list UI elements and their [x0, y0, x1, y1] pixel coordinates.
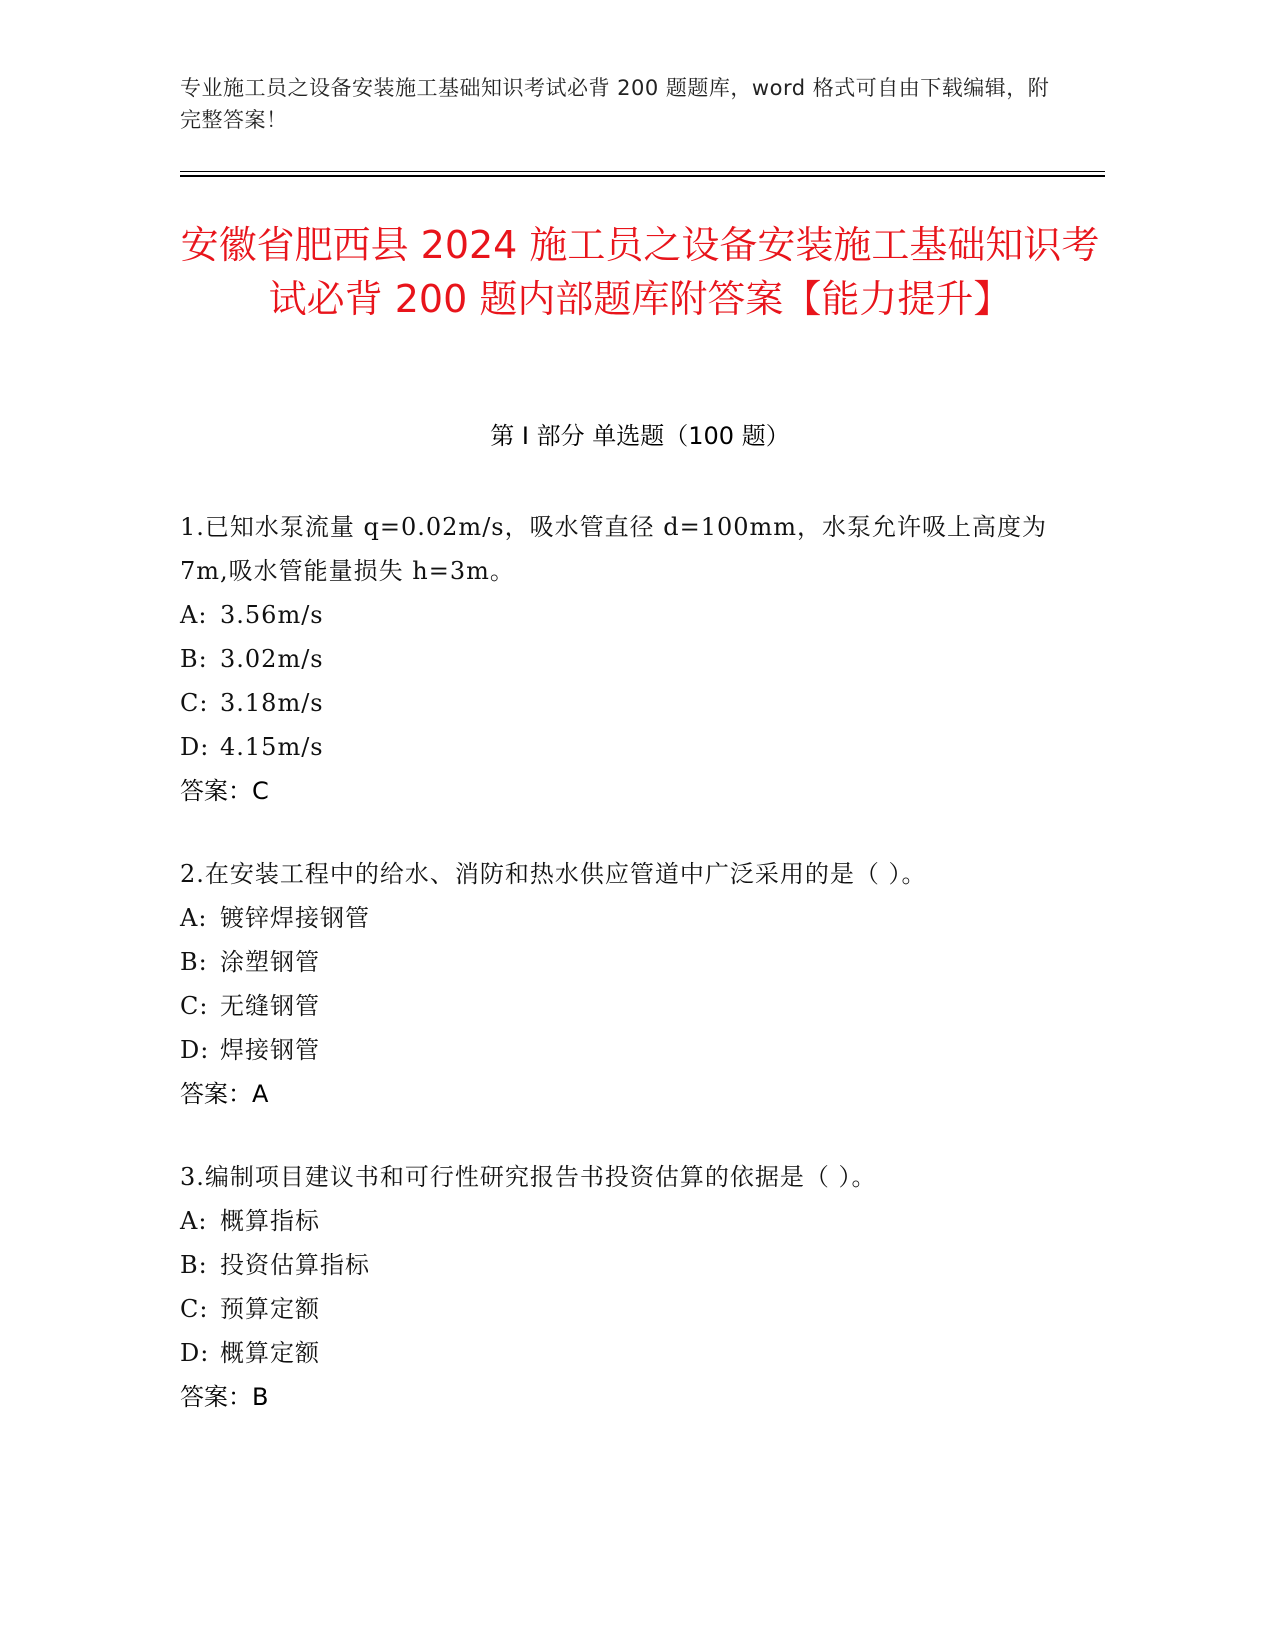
option-text: 涂塑钢管 — [220, 948, 320, 976]
option-d — [180, 1028, 1060, 1072]
option-key: D: — [180, 733, 210, 761]
option-key: D: — [180, 1339, 210, 1367]
option-key: B: — [180, 645, 208, 673]
option-d — [180, 1331, 1060, 1375]
option-key: C: — [180, 689, 209, 717]
answer-line: 答案：C — [180, 777, 269, 805]
option-text: 3.02m/s — [220, 645, 324, 673]
question-stem: 1.已知水泵流量 q=0.02m/s，吸水管直径 d=100mm，水泵允许吸上高度为 7m,吸水管能量损失 h=3m。 — [180, 513, 1048, 585]
option-c — [180, 984, 1060, 1028]
answer-line: 答案：A — [180, 1080, 269, 1108]
header-note: 专业施工员之设备安装施工基础知识考试必背 200 题题库，word 格式可自由下载编辑，附完整答案！ — [180, 76, 1050, 132]
document-title: 安徽省肥西县 2024 施工员之设备安装施工基础知识考试必背 200 题内部题库附答案【能力提升】 — [180, 223, 1100, 321]
question-2 — [180, 852, 1060, 1116]
header-rule-thin — [180, 171, 1105, 172]
option-c — [180, 1287, 1060, 1331]
option-text: 概算定额 — [220, 1339, 320, 1367]
option-a — [180, 1199, 1060, 1243]
option-text: 无缝钢管 — [220, 992, 320, 1020]
option-b — [180, 1243, 1060, 1287]
option-key: A: — [180, 601, 208, 629]
option-a — [180, 896, 1060, 940]
option-key: B: — [180, 948, 208, 976]
option-key: D: — [180, 1036, 210, 1064]
question-stem: 2.在安装工程中的给水、消防和热水供应管道中广泛采用的是（ ）。 — [180, 860, 927, 888]
question-3 — [180, 1155, 1060, 1419]
option-text: 镀锌焊接钢管 — [220, 904, 370, 932]
option-d — [180, 725, 1060, 769]
option-key: A: — [180, 904, 208, 932]
option-key: A: — [180, 1207, 208, 1235]
option-a — [180, 593, 1060, 637]
option-text: 预算定额 — [220, 1295, 320, 1323]
option-text: 3.18m/s — [220, 689, 324, 717]
option-key: C: — [180, 992, 209, 1020]
option-text: 3.56m/s — [220, 601, 324, 629]
question-list — [180, 505, 1060, 1458]
section-heading: 第 I 部分 单选题（100 题） — [490, 422, 790, 450]
answer-line: 答案：B — [180, 1383, 269, 1411]
option-text: 投资估算指标 — [220, 1251, 370, 1279]
option-text: 概算指标 — [220, 1207, 320, 1235]
option-b — [180, 637, 1060, 681]
option-key: B: — [180, 1251, 208, 1279]
question-stem: 3.编制项目建议书和可行性研究报告书投资估算的依据是（ ）。 — [180, 1163, 877, 1191]
option-text: 4.15m/s — [220, 733, 324, 761]
option-c — [180, 681, 1060, 725]
option-b — [180, 940, 1060, 984]
header-rule-thick — [180, 175, 1105, 177]
question-1 — [180, 505, 1060, 813]
option-text: 焊接钢管 — [220, 1036, 320, 1064]
option-key: C: — [180, 1295, 209, 1323]
